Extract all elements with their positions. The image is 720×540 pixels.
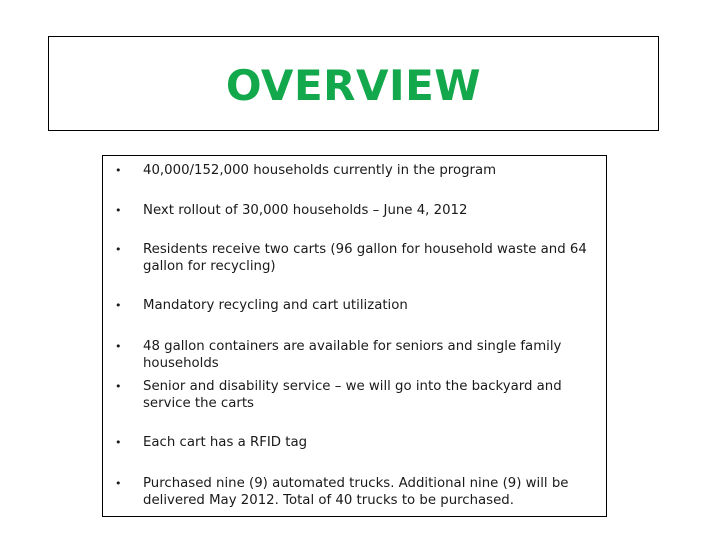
list-item [103, 475, 606, 509]
bullet-text: Senior and disability service – we will go into the backyard and service the carts [143, 379, 562, 411]
list-item [103, 241, 606, 275]
list-item [103, 434, 606, 451]
bullet-dot-icon: • [115, 243, 122, 256]
bullet-dot-icon: • [115, 164, 122, 177]
bullet-dot-icon: • [115, 436, 122, 449]
list-item [103, 162, 606, 179]
page-title: OVERVIEW [225, 61, 482, 110]
bullet-dot-icon: • [115, 380, 122, 393]
bullet-dot-icon: • [115, 204, 122, 217]
bullet-text: Residents receive two carts (96 gallon for household waste and 64 gallon for recycling) [143, 242, 587, 274]
bullet-text: Purchased nine (9) automated trucks. Additional nine (9) will be delivered May 2012. Total of 40 trucks to be purchased. [143, 476, 569, 508]
content-box [102, 155, 607, 517]
bullet-dot-icon: • [115, 477, 122, 490]
bullet-text: 48 gallon containers are available for seniors and single family households [143, 339, 562, 371]
bullet-dot-icon: • [115, 340, 122, 353]
list-item [103, 297, 606, 314]
bullet-dot-icon: • [115, 299, 122, 312]
bullet-text: 40,000/152,000 households currently in the program [143, 163, 497, 178]
list-item [103, 338, 606, 372]
list-item [103, 202, 606, 219]
bullet-text: Each cart has a RFID tag [143, 435, 308, 450]
list-item [103, 378, 606, 412]
bullet-text: Next rollout of 30,000 households – June 4, 2012 [143, 203, 468, 218]
title-box [48, 36, 659, 131]
bullet-text: Mandatory recycling and cart utilization [143, 298, 408, 313]
